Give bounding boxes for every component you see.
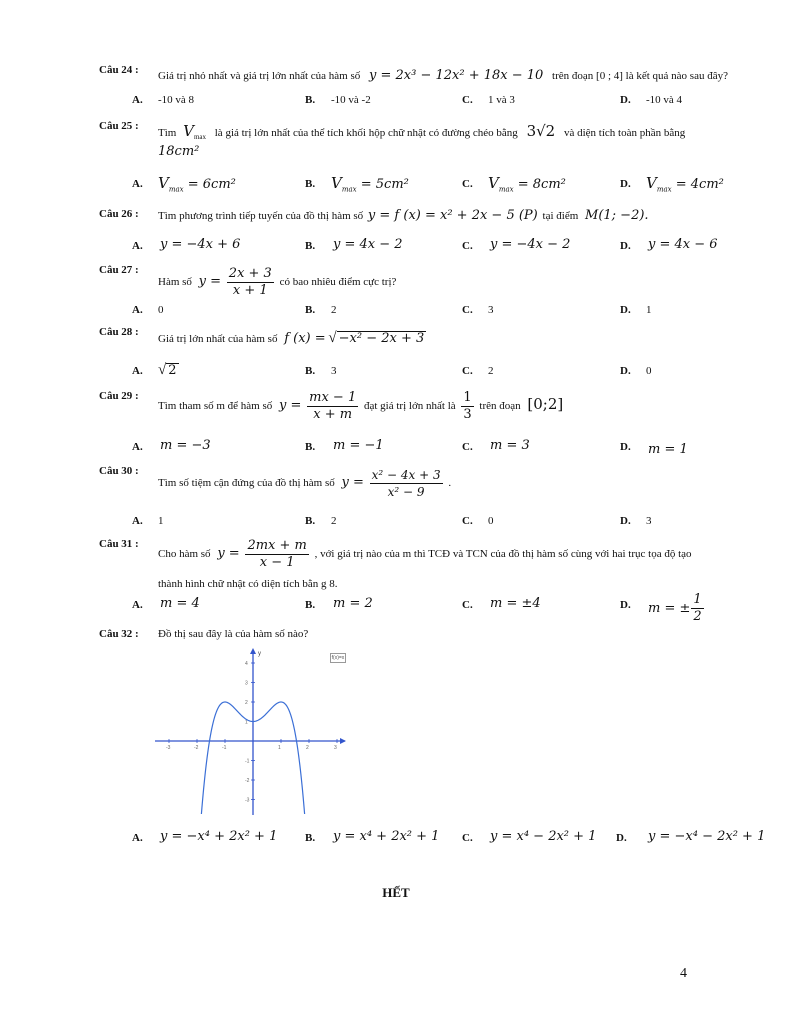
option-a-label: A. [132,365,143,377]
option-c-label: C. [462,832,473,844]
question-text-line2: thành hình chữ nhật có diện tích bằn g 8. [158,578,338,590]
option-b[interactable]: 2 [331,304,337,316]
option-b[interactable]: m = 2 [333,596,373,611]
fraction-numerator: 1 [463,390,472,405]
option-d-label: D. [620,94,631,106]
option-b-label: B. [305,441,316,453]
question-text-part: tại điểm [542,210,579,222]
radicand: 2 [168,363,177,378]
option-d-label: D. [620,441,631,453]
volume-symbol: V [331,174,342,192]
function-lhs: f (x) = [284,331,326,346]
option-d[interactable] [646,174,724,194]
question-text-part: đạt giá trị lớn nhất là [363,400,456,413]
question-label: Câu 24 : [99,64,139,76]
option-a[interactable]: m = 4 [160,596,200,611]
option-d[interactable]: 3 [646,515,652,527]
question-text [158,266,396,299]
volume-subscript: max [656,185,672,194]
option-a-label: A. [132,178,143,190]
option-d-label: D. [620,304,631,316]
question-label: Câu 29 : [99,390,139,402]
option-b[interactable]: y = 4x − 2 [333,237,403,252]
question-label: Câu 32 : [99,628,139,640]
function-lhs: y = [341,475,364,491]
option-c[interactable]: y = −4x − 2 [490,237,571,252]
option-b-label: B. [305,515,316,527]
option-c-label: C. [462,178,473,190]
question-text-part: . [448,477,452,490]
y-tick-label: -2 [245,778,250,784]
option-a[interactable]: m = −3 [160,438,211,453]
option-a-label: A. [132,240,143,252]
option-c[interactable] [488,174,566,194]
option-d[interactable]: y = −x⁴ − 2x² + 1 [648,829,766,844]
max-value-fraction [461,390,473,423]
question-label: Câu 28 : [99,326,139,338]
option-a[interactable]: 0 [158,304,164,316]
question-text-part: Hàm số [158,276,192,289]
option-d[interactable]: m = 1 [648,442,688,457]
fraction-numerator: mx − 1 [309,390,357,405]
option-c[interactable]: y = x⁴ − 2x² + 1 [490,829,597,844]
question-text [158,208,649,223]
question-label: Câu 26 : [99,208,139,220]
option-b-label: B. [305,240,316,252]
option-a[interactable]: y = −x⁴ + 2x² + 1 [160,829,278,844]
function-lhs: y = [217,546,240,562]
question-text-part: là giá trị lớn nhất của thể tích khối hộp chữ nhật có đường chéo bằng [214,127,518,139]
question-text-part: Giá trị lớn nhất của hàm số [158,333,278,345]
volume-symbol: V [158,174,169,192]
function-graph [150,645,360,820]
y-tick-label: -3 [245,797,250,804]
y-axis-arrow [250,648,256,654]
question-text: Đồ thị sau đây là của hàm số nào? [158,628,309,640]
fraction-numerator: x² − 4x + 3 [371,468,441,482]
function-fraction [245,538,308,571]
option-b[interactable]: 3 [331,365,337,377]
option-b[interactable]: 2 [331,515,337,527]
option-d[interactable]: -10 và 4 [646,94,683,106]
question-text-part: có bao nhiêu điểm cực trị? [279,276,397,289]
option-c[interactable]: 3 [488,304,494,316]
function-fraction [307,390,358,423]
option-b-label: B. [305,832,316,844]
option-a[interactable] [158,362,179,379]
option-c[interactable]: 0 [488,515,494,527]
option-c[interactable]: m = ±4 [490,596,541,611]
point-formula: M(1; −2). [585,208,649,223]
y-tick-label: 1 [245,719,248,726]
y-tick-label: 3 [245,680,248,687]
question-text [158,68,728,83]
surface-area-value: 18cm² [158,144,200,159]
x-tick-label: 2 [306,745,309,751]
option-b-label: B. [305,304,316,316]
x-tick-label: 1 [278,745,281,751]
fraction-denominator: x² − 9 [387,485,425,499]
option-b[interactable]: -10 và -2 [331,94,371,106]
question-text-part: trên đoạn [479,400,521,413]
fraction-numerator: 2mx + m [247,538,307,553]
option-c-label: C. [462,599,473,611]
option-fraction [691,592,703,625]
page-number: 4 [680,966,687,981]
x-tick-label: -3 [166,745,171,751]
question-text-part: Tìm số tiệm cận đứng của đồ thị hàm số [158,477,335,490]
option-a-label: A. [132,304,143,316]
option-c[interactable]: 2 [488,365,494,377]
option-b-label: B. [305,365,316,377]
question-text-line2 [158,144,199,159]
question-text [158,390,563,423]
option-d-label: D. [620,240,631,252]
option-d[interactable]: 1 [646,304,652,316]
fraction-denominator: x + m [313,407,353,422]
question-text-part: Giá trị nhỏ nhất và giá trị lớn nhất của hàm số [158,70,361,82]
question-text-part: Tìm phương trình tiếp tuyến của đồ thị hàm số [158,210,364,222]
interval: [0;2] [527,395,564,414]
option-value: m = ± [648,601,691,616]
option-d[interactable]: y = 4x − 6 [648,237,718,252]
option-value: = 6cm² [187,177,236,192]
function-fraction [227,266,274,299]
function-formula: y = 2x³ − 12x² + 18x − 10 [369,68,544,83]
sqrt-icon: √ [158,362,167,378]
question-label: Câu 31 : [99,538,139,550]
end-marker: HẾT [382,885,410,900]
function-lhs: y = [279,398,302,414]
diagonal-value: 3√2 [526,122,556,140]
option-c-label: C. [462,304,473,316]
question-text-part: Tìm tham số m để hàm số [158,400,273,413]
fraction-denominator: x − 1 [259,555,295,570]
volume-subscript: max [193,133,206,142]
option-d-label: D. [620,365,631,377]
option-d-label: D. [620,599,631,611]
fraction-denominator: 3 [463,407,472,422]
question-text-part: Cho hàm số [158,548,211,561]
option-c[interactable]: m = 3 [490,438,530,453]
y-tick-label: 4 [245,661,248,667]
option-c-label: C. [462,240,473,252]
option-b[interactable]: m = −1 [333,438,384,453]
fraction-denominator: x + 1 [232,283,268,298]
option-value: = 8cm² [517,177,566,192]
option-a[interactable]: 1 [158,515,164,527]
question-text-part: , với giá trị nào của m thì TCĐ và TCN của đồ thị hàm số cùng với hai trục tọa độ tạo [314,548,692,561]
x-tick-label: 3 [334,745,337,751]
option-d-label: D. [620,178,631,190]
y-tick-label: -1 [245,758,250,765]
x-tick-label: -1 [222,745,227,751]
x-tick-label: -2 [194,745,199,751]
option-d-label: D. [620,515,631,527]
option-value: = 4cm² [675,177,724,192]
option-a-label: A. [132,515,143,527]
question-text [158,330,426,347]
y-tick-label: 2 [245,700,248,706]
radicand: −x² − 2x + 3 [338,331,425,346]
option-b-label: B. [305,94,316,106]
option-c-label: C. [462,365,473,377]
option-value: = 5cm² [360,177,409,192]
option-b[interactable] [331,174,409,194]
question-text-part: và diện tích toàn phần bằng [563,127,686,139]
option-a-label: A. [132,832,143,844]
sqrt-icon: √ [328,330,337,346]
fraction-numerator: 1 [693,592,702,607]
volume-symbol: V [183,122,194,140]
question-label: Câu 27 : [99,264,139,276]
option-d[interactable] [648,592,707,625]
option-a-label: A. [132,441,143,453]
fraction-denominator: 2 [693,609,702,624]
option-b[interactable]: y = x⁴ + 2x² + 1 [333,829,440,844]
question-text [158,467,451,500]
question-text-part: trên đoạn [0 ; 4] là kết quả nào sau đây? [552,70,728,82]
graph-legend: f(x)=x [331,655,345,661]
fraction-numerator: 2x + 3 [228,266,272,281]
option-c-label: C. [462,441,473,453]
option-a[interactable]: y = −4x + 6 [160,237,241,252]
y-axis-label: y [258,651,261,657]
volume-symbol: V [646,174,657,192]
option-c[interactable]: 1 và 3 [488,94,515,106]
question-label: Câu 30 : [99,465,139,477]
question-text [158,538,692,571]
option-a-label: A. [132,599,143,611]
function-lhs: y = [198,274,222,290]
volume-subscript: max [498,185,514,194]
option-a[interactable]: -10 và 8 [158,94,195,106]
question-label: Câu 25 : [99,120,139,132]
function-fraction [370,467,443,500]
question-text [158,122,685,141]
volume-subscript: max [168,185,184,194]
volume-symbol: V [488,174,499,192]
x-axis-arrow [340,738,346,744]
option-c-label: C. [462,515,473,527]
option-a[interactable] [158,174,236,194]
option-b-label: B. [305,599,316,611]
volume-subscript: max [341,185,357,194]
function-formula: y = f (x) = x² + 2x − 5 (P) [367,208,538,223]
question-text-part: Tìm [158,127,177,139]
option-a-label: A. [132,94,143,106]
option-b-label: B. [305,178,316,190]
option-d-label: D. [616,832,627,844]
option-c-label: C. [462,94,473,106]
option-d[interactable]: 0 [646,365,652,377]
